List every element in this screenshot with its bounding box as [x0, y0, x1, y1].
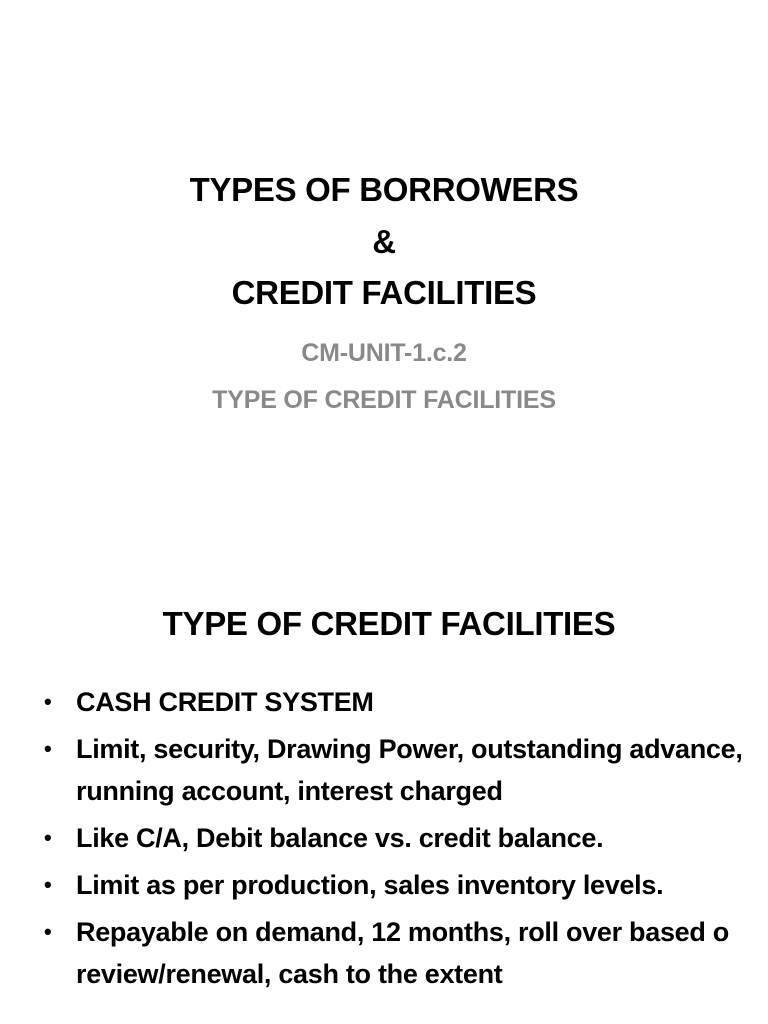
bullet-icon: •: [44, 919, 52, 944]
slide-subtitle-line-1: CM-UNIT-1.c.2: [301, 339, 467, 367]
bullet-item: [0, 681, 768, 723]
slide-title-line-1: TYPES OF BORROWERS: [189, 171, 579, 208]
slide-title-line-2: &: [372, 223, 396, 260]
bullet-text: Like C/A, Debit balance vs. credit balance.: [76, 823, 604, 853]
bullet-icon: •: [44, 825, 52, 850]
slide-subtitle-line-2: TYPE OF CREDIT FACILITIES: [212, 386, 556, 414]
content-slide: [0, 560, 768, 1024]
bullet-icon: •: [44, 689, 52, 714]
bullet-icon: •: [44, 872, 52, 897]
content-slide-title: TYPE OF CREDIT FACILITIES: [162, 605, 616, 642]
bullet-item: [0, 728, 768, 812]
slide-title-line-3: CREDIT FACILITIES: [231, 274, 537, 311]
bullet-text: Limit, security, Drawing Power, outstanding advance, running account, interest charged: [76, 734, 743, 806]
bullet-text: CASH CREDIT SYSTEM: [76, 687, 374, 717]
bullet-icon: •: [44, 736, 52, 761]
bullet-text: Repayable on demand, 12 months, roll over based o review/renewal, cash to the extent: [76, 917, 729, 989]
bullet-list: [0, 681, 768, 1000]
bullet-item: [0, 817, 768, 859]
bullet-item: [0, 911, 768, 995]
bullet-item: [0, 864, 768, 906]
bullet-text: Limit as per production, sales inventory levels.: [76, 870, 664, 900]
